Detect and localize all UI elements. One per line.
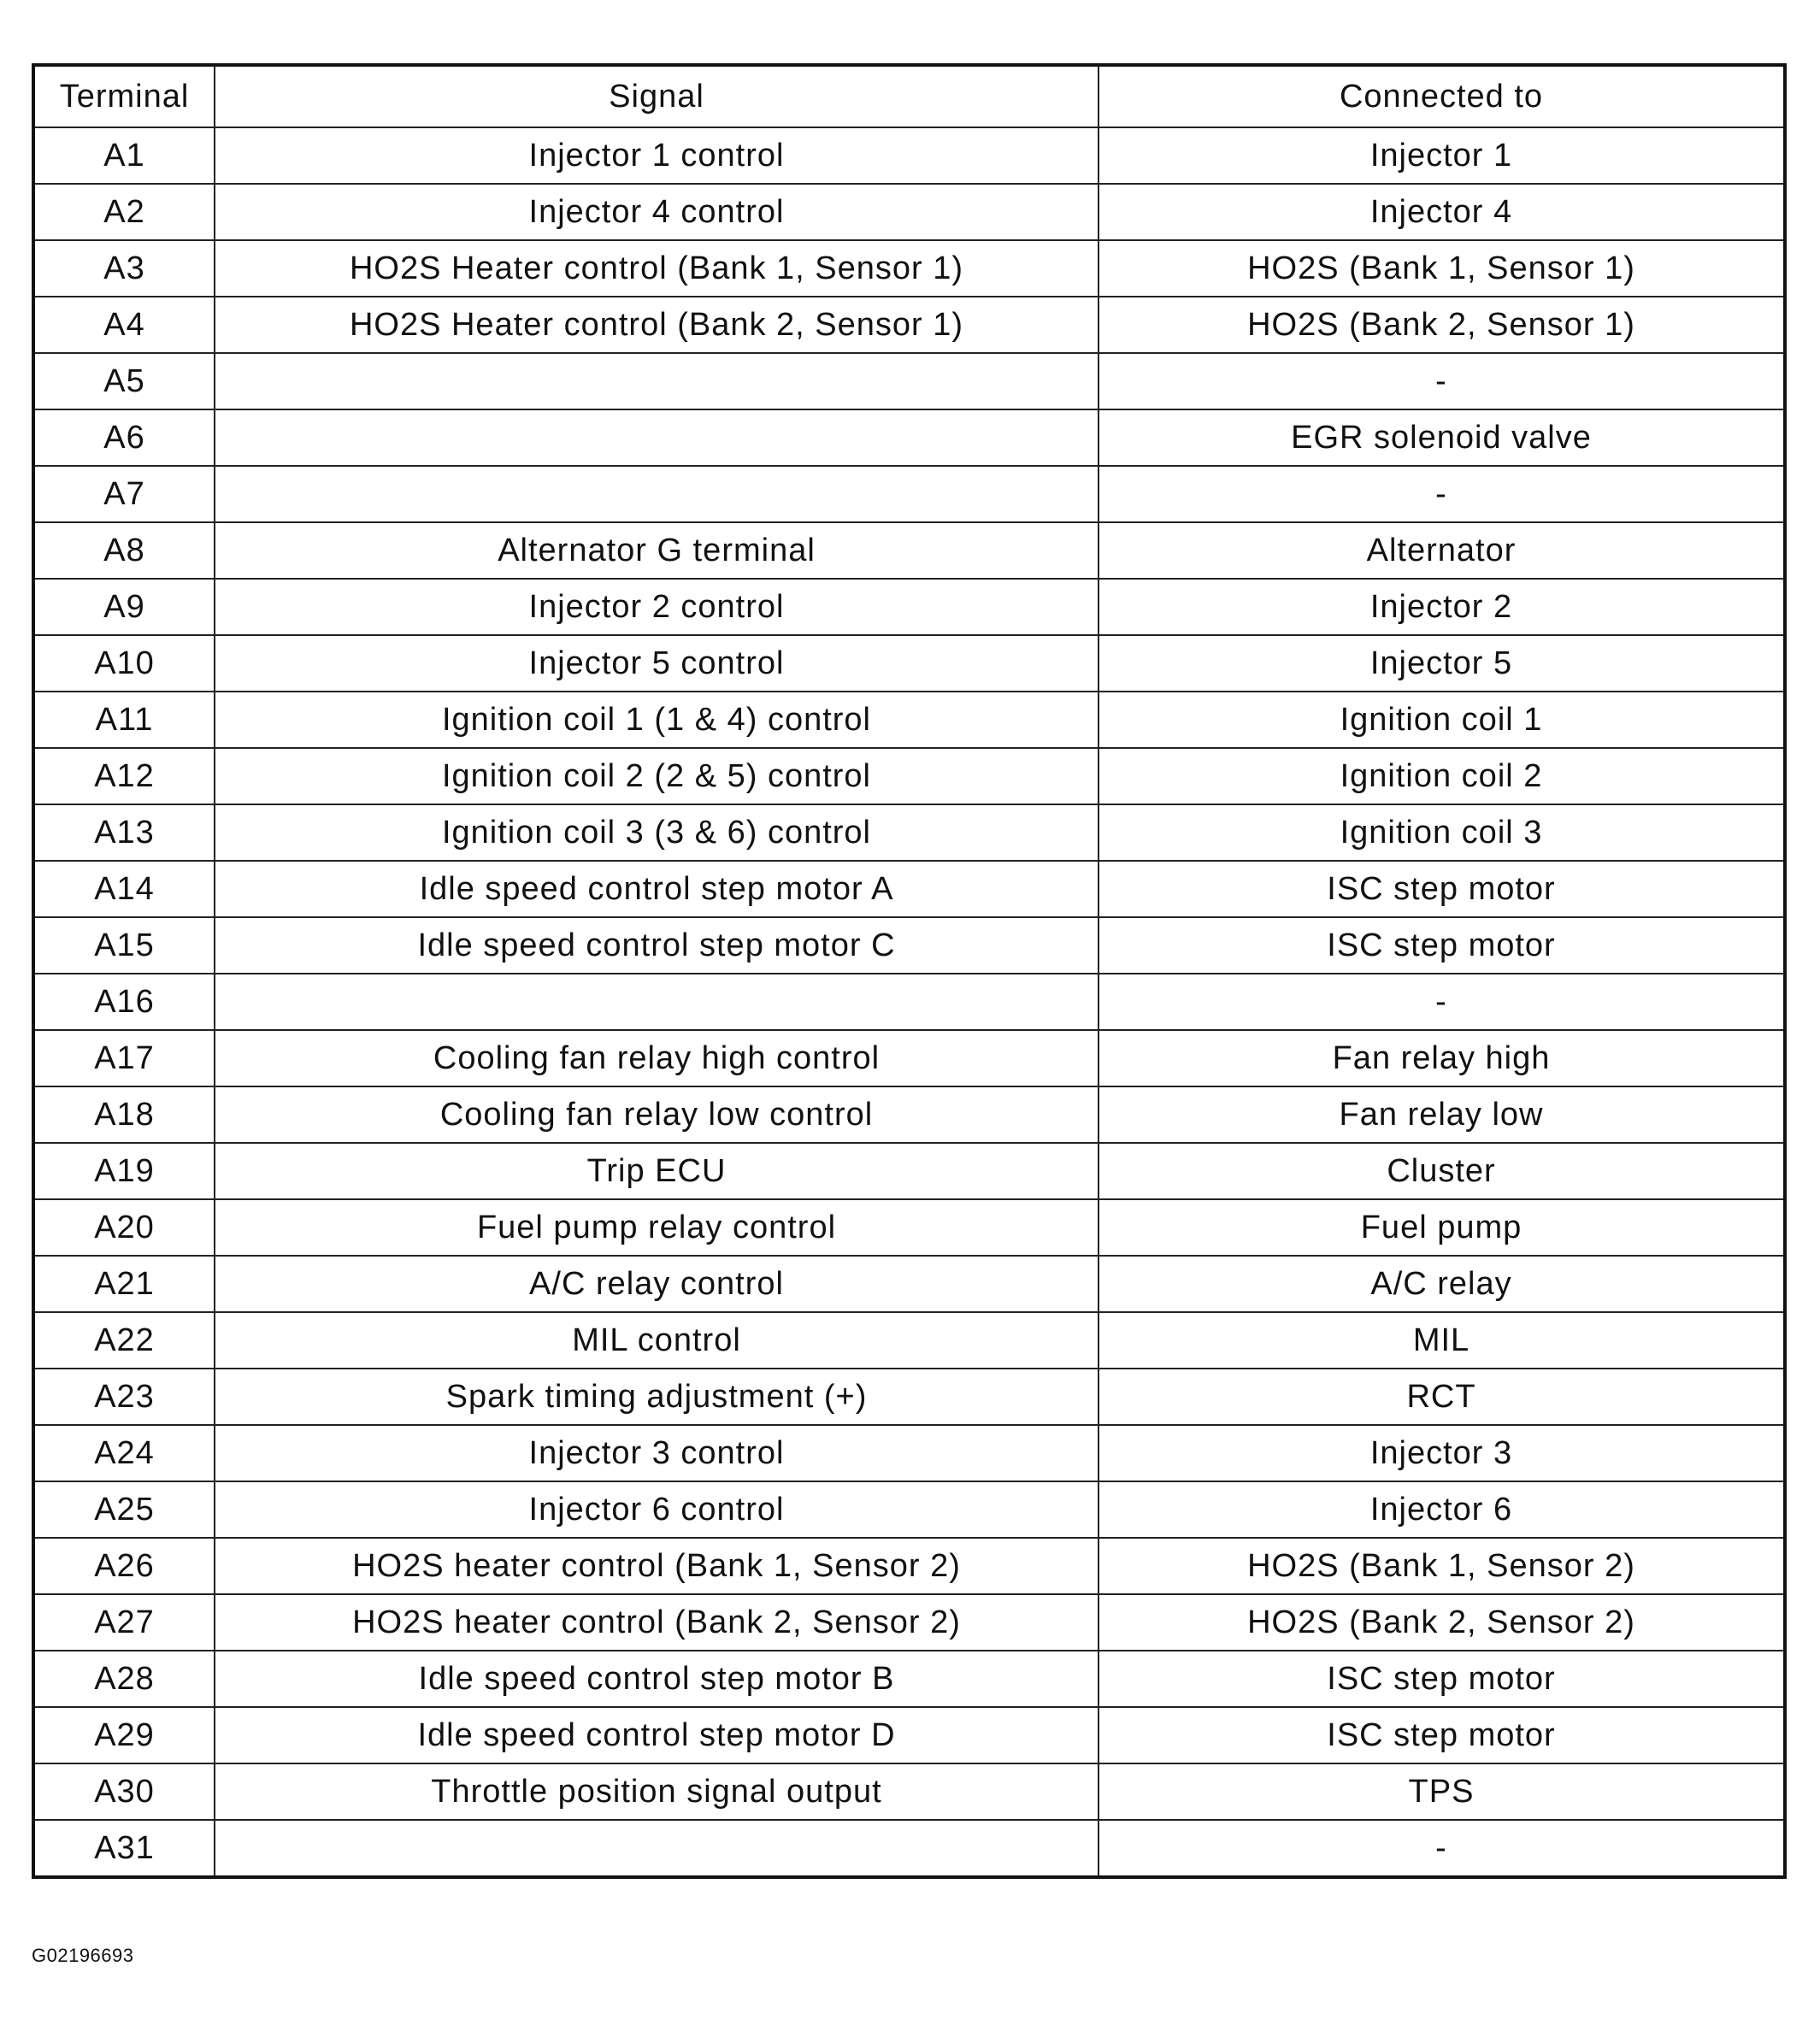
cell-connected-to: - — [1098, 1820, 1785, 1877]
table-row — [33, 974, 1785, 1030]
terminal-table-container — [32, 63, 1783, 1879]
cell-signal: Injector 3 control — [215, 1425, 1098, 1481]
cell-terminal: A8 — [33, 522, 215, 579]
cell-terminal: A26 — [33, 1538, 215, 1594]
table-row — [33, 1256, 1785, 1312]
cell-terminal: A9 — [33, 579, 215, 635]
table-header-row — [33, 65, 1785, 127]
cell-signal: Idle speed control step motor B — [215, 1651, 1098, 1707]
figure-code: G02196693 — [32, 1945, 134, 1966]
cell-terminal: A31 — [33, 1820, 215, 1877]
cell-terminal: A6 — [33, 409, 215, 466]
cell-connected-to: EGR solenoid valve — [1098, 409, 1785, 466]
cell-connected-to: Injector 1 — [1098, 127, 1785, 184]
cell-terminal: A18 — [33, 1086, 215, 1143]
cell-connected-to: Fuel pump — [1098, 1199, 1785, 1256]
table-row — [33, 297, 1785, 353]
terminal-table — [32, 63, 1787, 1879]
table-row — [33, 692, 1785, 748]
cell-connected-to: - — [1098, 974, 1785, 1030]
table-row — [33, 1143, 1785, 1199]
cell-terminal: A16 — [33, 974, 215, 1030]
table-row — [33, 1594, 1785, 1651]
cell-connected-to: Fan relay low — [1098, 1086, 1785, 1143]
cell-connected-to: Ignition coil 2 — [1098, 748, 1785, 804]
table-body — [33, 127, 1785, 1877]
cell-signal: Injector 1 control — [215, 127, 1098, 184]
cell-terminal: A30 — [33, 1763, 215, 1820]
cell-connected-to: Injector 5 — [1098, 635, 1785, 692]
cell-signal: HO2S Heater control (Bank 1, Sensor 1) — [215, 240, 1098, 297]
cell-signal: A/C relay control — [215, 1256, 1098, 1312]
cell-connected-to: HO2S (Bank 1, Sensor 1) — [1098, 240, 1785, 297]
cell-terminal: A29 — [33, 1707, 215, 1763]
cell-terminal: A28 — [33, 1651, 215, 1707]
cell-connected-to: Cluster — [1098, 1143, 1785, 1199]
table-row — [33, 1030, 1785, 1086]
cell-terminal: A20 — [33, 1199, 215, 1256]
table-row — [33, 1820, 1785, 1877]
table-row — [33, 917, 1785, 974]
cell-connected-to: - — [1098, 353, 1785, 409]
cell-terminal: A4 — [33, 297, 215, 353]
cell-connected-to: HO2S (Bank 2, Sensor 2) — [1098, 1594, 1785, 1651]
cell-terminal: A5 — [33, 353, 215, 409]
cell-terminal: A19 — [33, 1143, 215, 1199]
cell-connected-to: Fan relay high — [1098, 1030, 1785, 1086]
table-row — [33, 1763, 1785, 1820]
cell-signal: MIL control — [215, 1312, 1098, 1369]
cell-signal: Injector 6 control — [215, 1481, 1098, 1538]
cell-terminal: A25 — [33, 1481, 215, 1538]
header-signal: Signal — [215, 65, 1098, 127]
cell-terminal: A24 — [33, 1425, 215, 1481]
cell-signal: Fuel pump relay control — [215, 1199, 1098, 1256]
cell-terminal: A7 — [33, 466, 215, 522]
cell-signal: Idle speed control step motor C — [215, 917, 1098, 974]
cell-terminal: A17 — [33, 1030, 215, 1086]
table-row — [33, 1199, 1785, 1256]
cell-signal: Injector 2 control — [215, 579, 1098, 635]
cell-connected-to: Injector 2 — [1098, 579, 1785, 635]
cell-connected-to: ISC step motor — [1098, 917, 1785, 974]
cell-signal: Cooling fan relay high control — [215, 1030, 1098, 1086]
cell-signal: Injector 4 control — [215, 184, 1098, 240]
cell-connected-to: HO2S (Bank 2, Sensor 1) — [1098, 297, 1785, 353]
cell-signal — [215, 1820, 1098, 1877]
cell-connected-to: TPS — [1098, 1763, 1785, 1820]
cell-signal: Idle speed control step motor D — [215, 1707, 1098, 1763]
cell-signal — [215, 353, 1098, 409]
table-row — [33, 1707, 1785, 1763]
cell-terminal: A21 — [33, 1256, 215, 1312]
table-row — [33, 635, 1785, 692]
cell-terminal: A27 — [33, 1594, 215, 1651]
cell-signal: Ignition coil 2 (2 & 5) control — [215, 748, 1098, 804]
cell-terminal: A23 — [33, 1369, 215, 1425]
cell-connected-to: MIL — [1098, 1312, 1785, 1369]
cell-terminal: A13 — [33, 804, 215, 861]
cell-connected-to: ISC step motor — [1098, 1707, 1785, 1763]
cell-connected-to: Ignition coil 3 — [1098, 804, 1785, 861]
cell-signal: Ignition coil 3 (3 & 6) control — [215, 804, 1098, 861]
header-terminal: Terminal — [33, 65, 215, 127]
cell-connected-to: Injector 3 — [1098, 1425, 1785, 1481]
cell-signal: Spark timing adjustment (+) — [215, 1369, 1098, 1425]
cell-connected-to: RCT — [1098, 1369, 1785, 1425]
cell-connected-to: HO2S (Bank 1, Sensor 2) — [1098, 1538, 1785, 1594]
table-row — [33, 748, 1785, 804]
table-row — [33, 1312, 1785, 1369]
cell-terminal: A15 — [33, 917, 215, 974]
table-row — [33, 240, 1785, 297]
cell-terminal: A22 — [33, 1312, 215, 1369]
table-row — [33, 1369, 1785, 1425]
table-row — [33, 353, 1785, 409]
cell-connected-to: ISC step motor — [1098, 1651, 1785, 1707]
table-row — [33, 579, 1785, 635]
cell-signal: Throttle position signal output — [215, 1763, 1098, 1820]
table-row — [33, 522, 1785, 579]
cell-terminal: A10 — [33, 635, 215, 692]
table-row — [33, 1425, 1785, 1481]
cell-terminal: A1 — [33, 127, 215, 184]
table-row — [33, 466, 1785, 522]
table-row — [33, 1481, 1785, 1538]
cell-signal — [215, 409, 1098, 466]
cell-signal: Idle speed control step motor A — [215, 861, 1098, 917]
cell-signal — [215, 466, 1098, 522]
cell-terminal: A11 — [33, 692, 215, 748]
cell-signal: HO2S heater control (Bank 2, Sensor 2) — [215, 1594, 1098, 1651]
cell-terminal: A14 — [33, 861, 215, 917]
table-row — [33, 1538, 1785, 1594]
cell-signal: Cooling fan relay low control — [215, 1086, 1098, 1143]
cell-signal: Alternator G terminal — [215, 522, 1098, 579]
table-row — [33, 184, 1785, 240]
table-row — [33, 804, 1785, 861]
cell-connected-to: Injector 4 — [1098, 184, 1785, 240]
cell-connected-to: Ignition coil 1 — [1098, 692, 1785, 748]
cell-connected-to: Alternator — [1098, 522, 1785, 579]
table-row — [33, 409, 1785, 466]
cell-terminal: A12 — [33, 748, 215, 804]
cell-signal: Injector 5 control — [215, 635, 1098, 692]
cell-connected-to: Injector 6 — [1098, 1481, 1785, 1538]
cell-signal: HO2S heater control (Bank 1, Sensor 2) — [215, 1538, 1098, 1594]
table-row — [33, 1651, 1785, 1707]
table-row — [33, 1086, 1785, 1143]
cell-connected-to: A/C relay — [1098, 1256, 1785, 1312]
cell-terminal: A3 — [33, 240, 215, 297]
cell-terminal: A2 — [33, 184, 215, 240]
cell-signal — [215, 974, 1098, 1030]
table-row — [33, 861, 1785, 917]
cell-signal: HO2S Heater control (Bank 2, Sensor 1) — [215, 297, 1098, 353]
cell-signal: Ignition coil 1 (1 & 4) control — [215, 692, 1098, 748]
cell-connected-to: - — [1098, 466, 1785, 522]
cell-signal: Trip ECU — [215, 1143, 1098, 1199]
table-row — [33, 127, 1785, 184]
header-connected-to: Connected to — [1098, 65, 1785, 127]
cell-connected-to: ISC step motor — [1098, 861, 1785, 917]
